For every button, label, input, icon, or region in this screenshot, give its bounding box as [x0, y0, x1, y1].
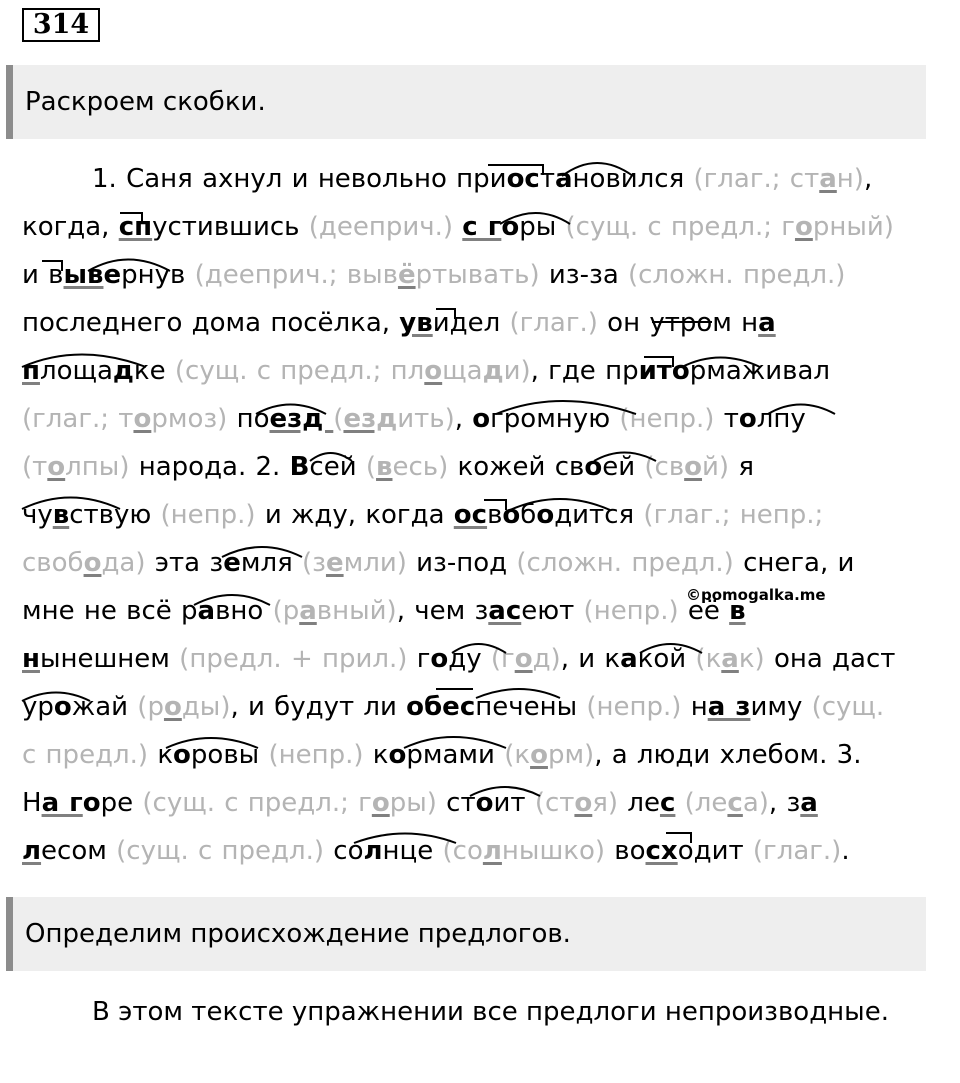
text-run: ртывать) — [415, 260, 549, 290]
text-run: о — [584, 452, 603, 482]
text-run: н — [690, 692, 708, 722]
text-run: (сущ. с предл.; пл — [174, 356, 425, 386]
text-run: и) — [503, 356, 531, 386]
text-run: п — [22, 356, 40, 386]
text-run: ( — [333, 404, 344, 434]
text-run: рм) — [547, 740, 595, 770]
text-run: о — [574, 788, 593, 818]
text-run: (глаг.; непр.; — [643, 500, 824, 530]
text-run: иму — [750, 692, 812, 722]
text-run: , а люди хлебом. 3. — [594, 740, 862, 770]
text-run: к) — [738, 644, 774, 674]
text-run: о — [738, 404, 757, 434]
text-run: он утром н — [607, 308, 759, 338]
text-run: а г — [41, 788, 83, 818]
text-run: ды) — [181, 692, 231, 722]
text-run: ить) — [397, 404, 455, 434]
text-run: сх — [645, 836, 678, 866]
text-run: ит — [493, 788, 535, 818]
text-run: ст — [446, 788, 476, 818]
text-run: ё — [397, 260, 416, 290]
text-run: . — [841, 836, 850, 866]
text-run: к — [372, 740, 389, 770]
text-run: когда, — [22, 212, 119, 242]
text-run: е — [223, 548, 241, 578]
text-run: мли) — [343, 548, 417, 578]
text-run: ке — [133, 356, 175, 386]
text-run: о — [475, 788, 494, 818]
text-run: при — [456, 164, 507, 194]
text-run: В — [289, 452, 310, 482]
section-title-prepositions: Определим происхождение предлогов. — [6, 897, 926, 971]
text-run: сей — [309, 452, 366, 482]
text-run: лоща — [39, 356, 113, 386]
text-run: д) — [532, 644, 561, 674]
text-run: , и к — [560, 644, 621, 674]
text-run: из-под — [416, 548, 517, 578]
conclusion-text — [22, 990, 942, 1034]
text-run: ствую — [69, 500, 161, 530]
text-run: ынешнем — [39, 644, 180, 674]
text-run: эта з — [154, 548, 224, 578]
text-run: ос — [453, 500, 488, 530]
text-run: , чем з — [396, 596, 489, 626]
text-run: в — [52, 500, 70, 530]
text-run: (сущ. с предл.; г — [565, 212, 795, 242]
text-run: по — [236, 404, 270, 434]
text-run: ры) — [389, 788, 447, 818]
text-run: е — [103, 260, 122, 290]
text-run: езд — [343, 404, 398, 434]
text-run: мля — [240, 548, 302, 578]
text-run: ит — [638, 356, 672, 386]
text-run: е — [325, 548, 344, 578]
text-run: г — [416, 644, 431, 674]
text-run: бес — [424, 692, 476, 722]
text-run: ща — [442, 356, 483, 386]
text-run: о — [794, 212, 813, 242]
text-run: еют — [521, 596, 584, 626]
text-run: а — [299, 596, 317, 626]
text-run: о — [47, 452, 66, 482]
exercise-text — [22, 155, 957, 875]
text-run: езд — [269, 404, 334, 434]
text-run: ей — [602, 452, 645, 482]
text-run: чу — [22, 500, 53, 530]
text-run: а) — [742, 788, 769, 818]
text-run: а — [819, 164, 837, 194]
text-run: (сущ. с предл.; г — [142, 788, 372, 818]
text-run: В этом тексте упражнении все предлоги непроизводные. — [92, 997, 889, 1027]
text-run: (глаг.; ст — [693, 164, 820, 194]
text-run: о — [684, 452, 703, 482]
text-run: лпы) — [65, 452, 139, 482]
text-run: о — [82, 788, 101, 818]
text-run: (дееприч.) — [308, 212, 463, 242]
text-run: своб — [22, 548, 84, 578]
text-run: со — [333, 836, 364, 866]
text-run: л — [22, 836, 42, 866]
text-run: д — [112, 356, 134, 386]
text-run: (св — [644, 452, 685, 482]
text-run: (к — [504, 740, 531, 770]
text-run: (глаг.) — [509, 308, 608, 338]
text-run: (глаг.; т — [22, 404, 134, 434]
text-run: , — [863, 164, 873, 194]
text-run: (сложн. предл.) — [516, 548, 744, 578]
text-run: рный) — [812, 212, 894, 242]
text-run: громную — [490, 404, 620, 434]
text-run — [675, 788, 684, 818]
text-run: л — [482, 836, 502, 866]
text-run: (т — [22, 452, 48, 482]
text-run: из-за — [548, 260, 629, 290]
text-run: (к — [695, 644, 722, 674]
text-run: жай — [71, 692, 138, 722]
text-run: печены — [475, 692, 587, 722]
text-run: есь) — [392, 452, 458, 482]
text-run: о — [424, 356, 443, 386]
text-run: новился — [572, 164, 694, 194]
text-run: (ле — [684, 788, 728, 818]
text-run: лпу — [756, 404, 806, 434]
text-run: о — [173, 740, 191, 770]
text-run: а — [758, 308, 776, 338]
text-run: да) — [101, 548, 155, 578]
text-run: о — [371, 788, 390, 818]
text-run: во — [614, 836, 646, 866]
text-run: вный) — [316, 596, 397, 626]
text-run: ры — [519, 212, 566, 242]
text-run: снега, и — [743, 548, 855, 578]
text-run: а — [620, 644, 638, 674]
text-run: мне не всё р — [22, 596, 198, 626]
text-run: кой — [637, 644, 696, 674]
text-run: , где пр — [530, 356, 639, 386]
text-run: о — [536, 500, 555, 530]
text-run: я) — [592, 788, 628, 818]
text-run: н — [22, 644, 40, 674]
text-run: в — [376, 452, 393, 482]
text-run: , з — [768, 788, 801, 818]
text-run: о — [53, 692, 72, 722]
text-run: (сущ. с предл.) — [116, 836, 334, 866]
text-run: есом — [41, 836, 117, 866]
text-run: о — [530, 740, 548, 770]
text-run: ле — [627, 788, 660, 818]
text-run: рнув — [121, 260, 195, 290]
text-run: (сложн. предл.) — [628, 260, 846, 290]
text-run: н) — [836, 164, 864, 194]
text-run: а — [197, 596, 216, 626]
text-run: ув — [399, 308, 433, 338]
text-run: о — [406, 692, 425, 722]
text-run: 1. Саня ахнул и невольно — [92, 164, 457, 194]
text-run: а — [800, 788, 818, 818]
text-run: ур — [22, 692, 54, 722]
text-run: дится — [554, 500, 644, 530]
text-run: б — [520, 500, 537, 530]
text-run: и в — [22, 260, 64, 290]
text-run: ас — [488, 596, 522, 626]
text-run: ду — [448, 644, 491, 674]
text-run: л — [363, 836, 383, 866]
text-run: о — [133, 404, 152, 434]
text-run: (непр.) — [583, 596, 688, 626]
text-run: (р — [272, 596, 300, 626]
text-run: сп — [118, 212, 153, 242]
text-run: а — [721, 644, 739, 674]
text-run: я — [738, 452, 754, 482]
exercise-number: 314 — [22, 8, 100, 42]
text-run: ровы — [190, 740, 269, 770]
text-run: (з — [301, 548, 326, 578]
text-run: (дееприч.; выв — [194, 260, 398, 290]
text-run: ре — [100, 788, 143, 818]
text-run: последнего дома посёлка, — [22, 308, 400, 338]
text-run: рмами — [406, 740, 505, 770]
text-run: и жду, когда — [264, 500, 454, 530]
text-run: , — [454, 404, 473, 434]
text-run: рмоз) — [151, 404, 237, 434]
text-run: нце — [382, 836, 443, 866]
text-run: о — [388, 740, 407, 770]
text-run: , и будут ли — [230, 692, 407, 722]
text-run: о — [163, 692, 182, 722]
text-run: с г — [462, 212, 502, 242]
text-run: одит — [677, 836, 753, 866]
text-run: (г — [490, 644, 515, 674]
text-run: к — [157, 740, 174, 770]
text-run: (непр.) — [586, 692, 691, 722]
text-run: о — [514, 644, 533, 674]
text-run: в — [729, 596, 746, 626]
text-run: о — [83, 548, 102, 578]
text-run: ос — [506, 164, 540, 194]
text-run: о — [501, 212, 520, 242]
text-run: о — [472, 404, 491, 434]
text-run: (предл. + прил.) — [179, 644, 417, 674]
text-run: идел — [432, 308, 510, 338]
text-run: народа. 2. — [138, 452, 290, 482]
text-run: кожей св — [457, 452, 585, 482]
text-run: (непр.) — [160, 500, 265, 530]
text-run: Н — [22, 788, 42, 818]
text-run: её — [687, 596, 730, 626]
text-run: о — [430, 644, 449, 674]
text-run: й) — [702, 452, 739, 482]
text-run: а — [555, 164, 573, 194]
text-run: нышко) — [501, 836, 615, 866]
text-run: (непр.) — [619, 404, 724, 434]
text-run: (ст — [534, 788, 575, 818]
text-run: д — [482, 356, 504, 386]
text-run: т — [723, 404, 739, 434]
text-run: устившись — [152, 212, 309, 242]
text-run: ( — [365, 452, 377, 482]
text-run: (сущ. — [811, 692, 885, 722]
text-run: (со — [442, 836, 483, 866]
text-run: с — [727, 788, 743, 818]
text-run: в — [487, 500, 503, 530]
text-run: с предл.) — [22, 740, 158, 770]
text-run: ыв — [63, 260, 104, 290]
watermark: ©pomogalka.me — [686, 586, 826, 604]
section-title-brackets: Раскроем скобки. — [6, 65, 926, 139]
text-run: о — [502, 500, 521, 530]
text-run: а з — [707, 692, 751, 722]
text-run: (глаг.) — [752, 836, 842, 866]
text-run: т — [539, 164, 555, 194]
text-run: (р — [137, 692, 164, 722]
text-run: вно — [215, 596, 273, 626]
text-run: с — [659, 788, 676, 818]
text-run: (непр.) — [268, 740, 373, 770]
text-run: рмаживал — [689, 356, 830, 386]
text-run: она даст — [773, 644, 896, 674]
text-run: о — [671, 356, 690, 386]
